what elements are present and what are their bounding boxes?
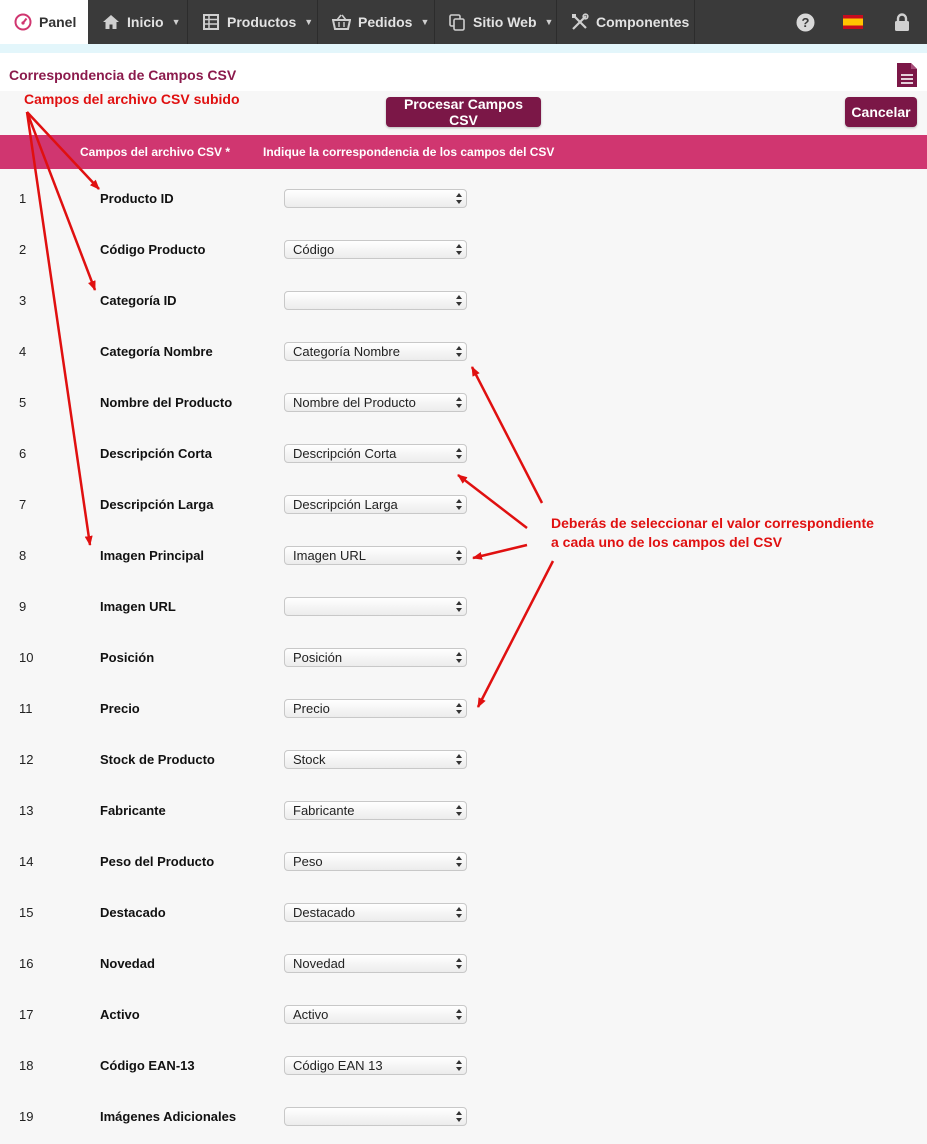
field-label: Fabricante	[100, 803, 166, 818]
column-header-mapping: Indique la correspondencia de los campos del CSV	[263, 145, 555, 159]
select-value: Posición	[293, 650, 343, 665]
field-mapping-select[interactable]	[284, 648, 467, 667]
select-arrows-icon	[456, 192, 462, 205]
select-arrows-icon	[456, 549, 462, 562]
process-csv-button[interactable]: Procesar Campos CSV	[386, 97, 541, 127]
sub-bar	[0, 44, 927, 53]
annotation-select-value-line1: Deberás de seleccionar el valor correspondiente	[551, 515, 874, 531]
field-label: Imagen URL	[100, 599, 176, 614]
row-number: 4	[19, 344, 27, 359]
select-value: Descripción Corta	[293, 446, 397, 461]
field-mapping-select[interactable]	[284, 597, 467, 616]
nav-pedidos[interactable]	[318, 0, 435, 44]
field-mapping-select[interactable]	[284, 546, 467, 565]
chevron-down-icon: ▼	[420, 17, 430, 27]
select-arrows-icon	[456, 753, 462, 766]
field-mapping-select[interactable]	[284, 1056, 467, 1075]
field-mapping-select[interactable]	[284, 342, 467, 361]
nav-pedidos-label: Pedidos	[358, 14, 413, 30]
field-label: Destacado	[100, 905, 166, 920]
field-label: Código EAN-13	[100, 1058, 195, 1073]
lock-icon	[894, 13, 910, 32]
chevron-down-icon: ▼	[544, 17, 554, 27]
row-number: 2	[19, 242, 27, 257]
products-icon	[202, 13, 220, 31]
select-value: Precio	[293, 701, 330, 716]
svg-text:?: ?	[801, 14, 809, 30]
field-label: Imágenes Adicionales	[100, 1109, 237, 1124]
select-value: Stock	[293, 752, 326, 767]
nav-panel-label: Panel	[39, 14, 77, 30]
row-number: 12	[19, 752, 34, 767]
select-value: Nombre del Producto	[293, 395, 416, 410]
arrow-to-imagen-principal-select	[473, 545, 527, 558]
copy-icon	[449, 14, 466, 31]
arrow-to-descripcion-corta-select	[458, 475, 527, 528]
select-arrows-icon	[456, 243, 462, 256]
select-value: Descripción Larga	[293, 497, 398, 512]
field-label: Producto ID	[100, 191, 174, 206]
select-arrows-icon	[456, 804, 462, 817]
field-mapping-select[interactable]	[284, 750, 467, 769]
lock-button[interactable]	[882, 0, 922, 44]
field-mapping-select[interactable]	[284, 495, 467, 514]
tools-icon	[571, 13, 589, 31]
field-label: Nombre del Producto	[100, 395, 233, 410]
table-header	[0, 135, 927, 169]
row-number: 7	[19, 497, 27, 512]
field-mapping-select[interactable]	[284, 801, 467, 820]
nav-sitio-web[interactable]	[435, 0, 557, 44]
select-arrows-icon	[456, 702, 462, 715]
field-mapping-select[interactable]	[284, 444, 467, 463]
page-title: Correspondencia de Campos CSV	[9, 67, 237, 83]
field-label: Precio	[100, 701, 140, 716]
field-mapping-select[interactable]	[284, 954, 467, 973]
row-number: 5	[19, 395, 27, 410]
row-number: 1	[19, 191, 27, 206]
arrow-to-imagen-principal	[27, 112, 90, 545]
nav-inicio-label: Inicio	[127, 14, 164, 30]
basket-icon	[332, 14, 351, 31]
select-arrows-icon	[456, 447, 462, 460]
field-label: Código Producto	[100, 242, 206, 257]
language-button[interactable]	[832, 0, 874, 44]
row-number: 18	[19, 1058, 34, 1073]
field-mapping-select[interactable]	[284, 393, 467, 412]
select-arrows-icon	[456, 294, 462, 307]
select-arrows-icon	[456, 498, 462, 511]
row-number: 13	[19, 803, 34, 818]
nav-productos-label: Productos	[227, 14, 297, 30]
field-label: Imagen Principal	[100, 548, 205, 563]
row-number: 8	[19, 548, 27, 563]
row-number: 11	[19, 701, 33, 716]
row-number: 15	[19, 905, 34, 920]
row-number: 9	[19, 599, 27, 614]
select-arrows-icon	[456, 345, 462, 358]
row-number: 14	[19, 854, 34, 869]
select-value: Categoría Nombre	[293, 344, 400, 359]
field-mapping-select[interactable]	[284, 699, 467, 718]
field-mapping-select[interactable]	[284, 189, 467, 208]
nav-componentes[interactable]	[557, 0, 695, 44]
field-label: Stock de Producto	[100, 752, 215, 767]
select-value: Código EAN 13	[293, 1058, 383, 1073]
gauge-icon	[14, 13, 32, 31]
arrow-to-categoria-nombre-select	[472, 367, 542, 503]
select-value: Novedad	[293, 956, 346, 971]
select-arrows-icon	[456, 600, 462, 613]
nav-componentes-label: Componentes	[596, 14, 690, 30]
select-value: Peso	[293, 854, 323, 869]
select-arrows-icon	[456, 651, 462, 664]
select-value: Fabricante	[293, 803, 355, 818]
annotation-csv-fields: Campos del archivo CSV subido	[24, 91, 240, 107]
nav-sitio-web-label: Sitio Web	[473, 14, 537, 30]
select-arrows-icon	[456, 1059, 462, 1072]
annotation-select-value-line2: a cada uno de los campos del CSV	[551, 534, 783, 550]
field-label: Categoría ID	[100, 293, 177, 308]
nav-productos[interactable]	[188, 0, 318, 44]
select-arrows-icon	[456, 957, 462, 970]
help-icon	[796, 13, 815, 32]
arrow-to-precio-select	[478, 561, 553, 707]
row-number: 6	[19, 446, 27, 461]
row-number: 10	[19, 650, 34, 665]
home-icon	[102, 14, 120, 30]
select-value: Activo	[293, 1007, 329, 1022]
help-button[interactable]	[785, 0, 825, 44]
row-number: 16	[19, 956, 34, 971]
select-arrows-icon	[456, 1110, 462, 1123]
select-arrows-icon	[456, 1008, 462, 1021]
field-label: Descripción Corta	[100, 446, 212, 461]
field-mapping-select[interactable]	[284, 240, 467, 259]
field-label: Activo	[100, 1007, 140, 1022]
select-arrows-icon	[456, 906, 462, 919]
nav-panel[interactable]	[0, 0, 88, 44]
select-arrows-icon	[456, 855, 462, 868]
field-mapping-select[interactable]	[284, 1107, 467, 1126]
field-label: Peso del Producto	[100, 854, 215, 869]
field-mapping-select[interactable]	[284, 1005, 467, 1024]
cancel-button[interactable]: Cancelar	[845, 97, 917, 127]
column-header-csv-fields: Campos del archivo CSV *	[80, 145, 231, 159]
chevron-down-icon: ▼	[171, 17, 181, 27]
field-mapping-select[interactable]	[284, 852, 467, 871]
field-mapping-select[interactable]	[284, 291, 467, 310]
field-label: Posición	[100, 650, 155, 665]
title-bar	[0, 53, 927, 91]
field-label: Novedad	[100, 956, 155, 971]
select-arrows-icon	[456, 396, 462, 409]
top-navbar	[0, 0, 927, 44]
field-label: Descripción Larga	[100, 497, 214, 512]
chevron-down-icon: ▼	[304, 17, 314, 27]
field-mapping-select[interactable]	[284, 903, 467, 922]
row-number: 19	[19, 1109, 34, 1124]
nav-inicio[interactable]	[88, 0, 188, 44]
select-value: Destacado	[293, 905, 356, 920]
document-icon[interactable]	[896, 62, 918, 88]
row-number: 3	[19, 293, 27, 308]
spain-flag-icon	[843, 15, 863, 29]
field-label: Categoría Nombre	[100, 344, 213, 359]
select-value: Imagen URL	[293, 548, 366, 563]
row-number: 17	[19, 1007, 34, 1022]
select-value: Código	[293, 242, 335, 257]
